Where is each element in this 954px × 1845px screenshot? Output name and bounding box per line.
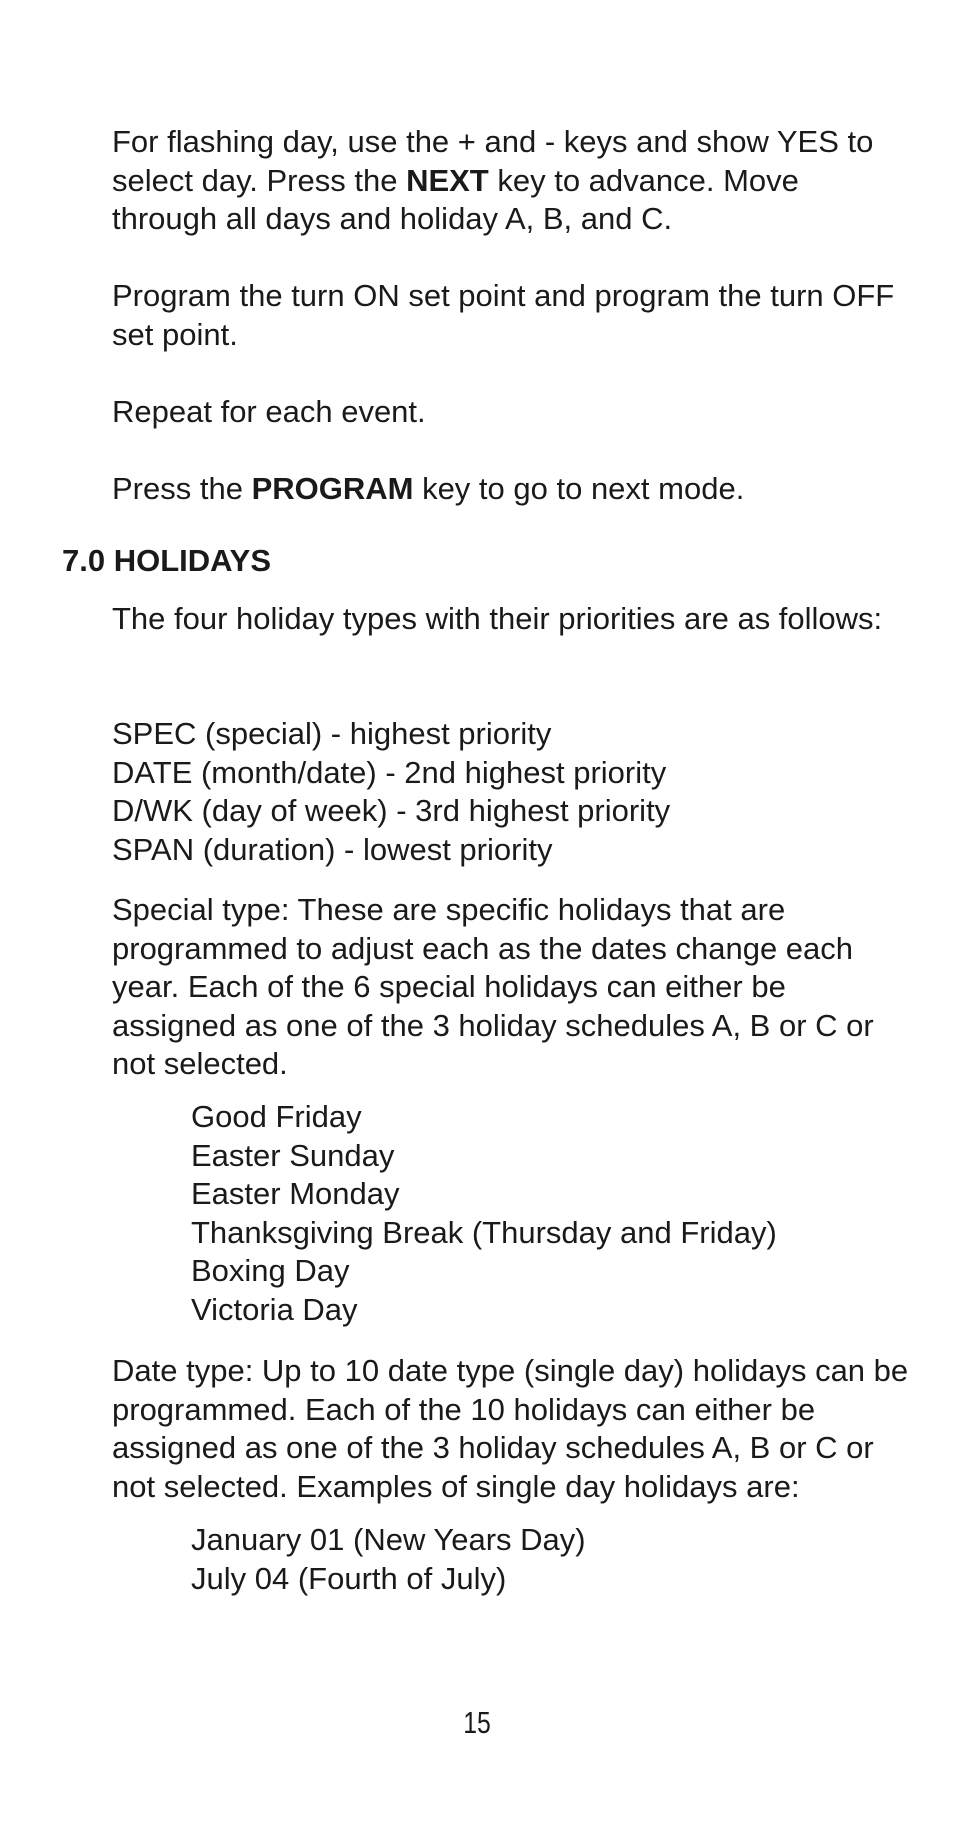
list-item: Easter Sunday bbox=[191, 1137, 395, 1173]
list-item: July 04 (Fourth of July) bbox=[191, 1560, 507, 1596]
list-item: DATE (month/date) - 2nd highest priority bbox=[112, 754, 667, 790]
repeat-paragraph: Repeat for each event. bbox=[112, 394, 426, 429]
flashing-day-text-1: For flashing day, use the + and - keys and show YES to select day. Press the bbox=[112, 124, 874, 198]
set-points-paragraph: Program the turn ON set point and program the turn OFF set point. bbox=[112, 278, 895, 352]
program-text-1: Press the bbox=[112, 471, 252, 506]
list-item: SPAN (duration) - lowest priority bbox=[112, 831, 553, 867]
list-item: Easter Monday bbox=[191, 1176, 400, 1211]
list-item: D/WK (day of week) - 3rd highest priority bbox=[112, 793, 671, 828]
special-holidays-list bbox=[191, 1098, 777, 1329]
section-heading-holidays: 7.0 HOLIDAYS bbox=[62, 543, 272, 578]
flashing-day-paragraph bbox=[112, 123, 912, 239]
list-item: Victoria Day bbox=[191, 1291, 358, 1327]
program-text-2: key to go to next mode. bbox=[413, 471, 745, 506]
list-item: SPEC (special) - highest priority bbox=[112, 716, 552, 751]
list-item: January 01 (New Years Day) bbox=[191, 1522, 586, 1557]
date-examples-list bbox=[191, 1521, 586, 1598]
next-key-label: NEXT bbox=[406, 162, 489, 198]
page-number: 15 bbox=[463, 1705, 491, 1740]
holiday-types-intro: The four holiday types with their priorities are as follows: bbox=[112, 601, 883, 636]
date-type-paragraph: Date type: Up to 10 date type (single day) holidays can be programmed. Each of the 10 holidays can either be assigned as one of the 3 holiday schedules A, B or C or not selected. Examples of single day holidays are: bbox=[112, 1353, 909, 1504]
special-type-paragraph: Special type: These are specific holidays that are programmed to adjust each as the dates change each year. Each of the 6 special holidays can either be assigned as one of the 3 holiday schedules A, B or C or not selected. bbox=[112, 892, 874, 1081]
priority-list bbox=[112, 715, 670, 869]
list-item: Good Friday bbox=[191, 1099, 362, 1134]
list-item: Thanksgiving Break (Thursday and Friday) bbox=[191, 1214, 777, 1250]
flashing-day-text-2: key to advance. Move through all days and holiday A, B, and C. bbox=[112, 162, 799, 236]
program-key-label: PROGRAM bbox=[251, 471, 414, 506]
program-key-paragraph bbox=[112, 470, 912, 509]
list-item: Boxing Day bbox=[191, 1253, 350, 1288]
